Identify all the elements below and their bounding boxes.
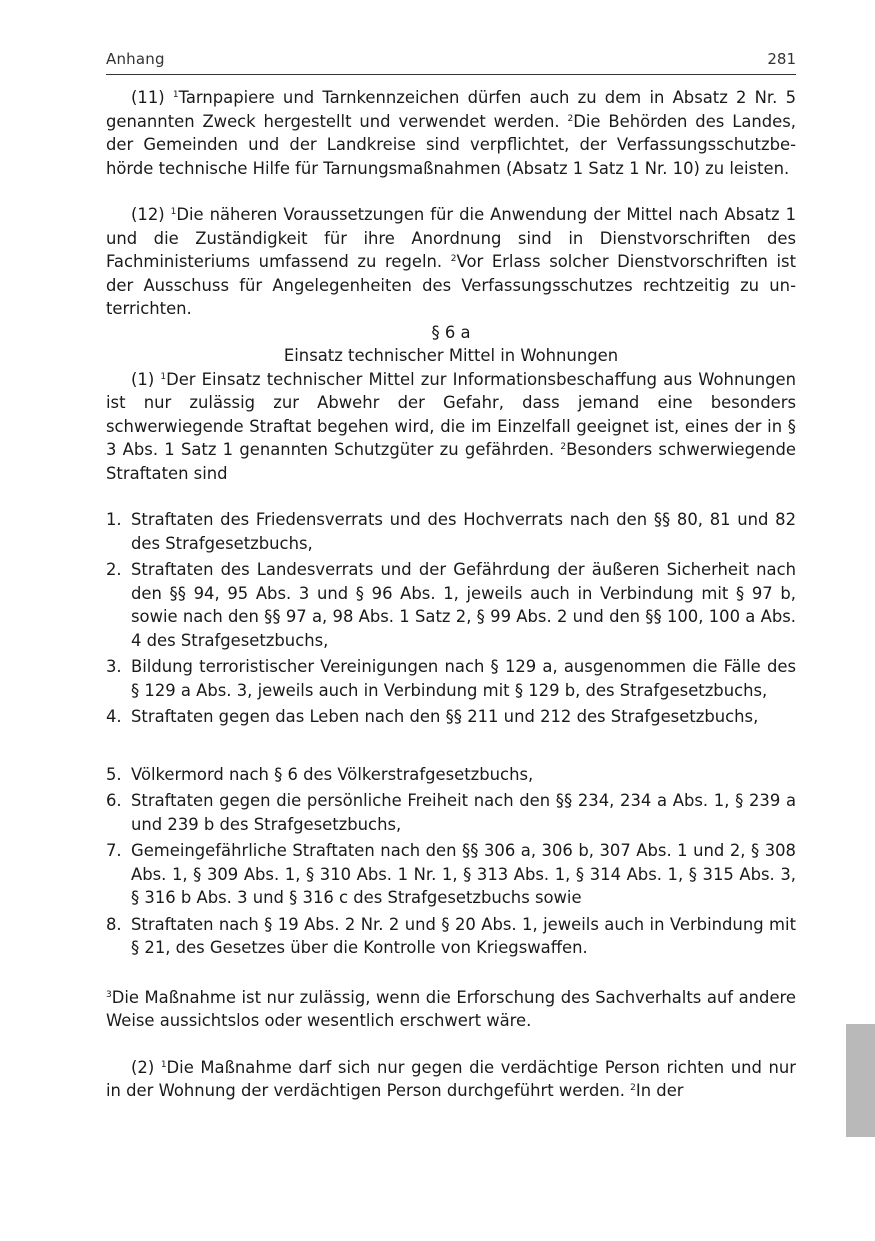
sentence: Vor Erlass solcher Dienstvorschriften ist der Ausschuss für Angelegenheiten des Verfassungsschutzes rechtzeitig zu unterrichten. [106,252,797,318]
paragraph-1 [106,368,796,486]
list-item [106,705,796,729]
list-item-number: 2. [106,560,122,579]
list-item-number: 1. [106,510,122,529]
list-item-number: 8. [106,914,122,934]
sentence-marker: 3 [106,989,112,1000]
section-title: Einsatz technischer Mittel in Wohnungen [283,346,619,365]
paragraph-12 [106,203,796,321]
list-item-text: Straftaten des Landesverrats und der Gefährdung der äußeren Sicherheit nach den §§ 94, 95 Abs. 3 und § 96 Abs. 1, jeweils auch in Verbindung mit § 97 b, sowie nach den §§ 97 a, 98 Abs. 1 Satz 2, § 99 Abs. 2 und den §§ 100, 100 a Abs. 4 des Strafgesetzbuchs, [131,560,796,650]
sentence: Die Behörden des Landes, der Gemeinden und der Landkreise sind verpflichtet, der Verfassungsschutzbehörde technische Hilfe für Tarnungsmaßnahmen (Absatz 1 Satz 1 Nr. 10) zu leisten. [106,111,796,178]
sentence: Der Einsatz technischer Mittel zur Informationsbeschaffung aus Wohnungen ist nur zulässig zur Abwehr der Gefahr, dass jemand eine besonders schwerwiegende Straftat begehen wird, die im Einzelfall geeignet ist, eines der in § 3 Abs. 1 Satz 1 genannten Schutzgüter zu gefährden. [106,369,796,459]
list-item-text: Gemeingefährliche Straftaten nach den §§ 306 a, 306 b, 307 Abs. 1 und 2, § 308 Abs. 1, § 309 Abs. 1, § 310 Abs. 1 Nr. 1, § 313 Abs. 1, § 314 Abs. 1, § 315 Abs. 3, § 316 b Abs. 3 und § 316 c des Strafgesetzbuchs sowie [131,841,796,907]
paragraph-number: (2) [131,1057,161,1077]
section-number: § 6 a [431,322,471,342]
sentence-marker: 1 [172,90,179,100]
paragraph-number: (1) [131,369,161,389]
list-item [106,558,796,652]
list-item-text: Straftaten nach § 19 Abs. 2 Nr. 2 und § 20 Abs. 1, jeweils auch in Verbindung mit § 21, des Gesetzes über die Kontrolle von Kriegswaffen. [131,914,796,957]
list-item-number: 4. [106,707,122,726]
chapter-thumb-tab [846,1024,875,1137]
paragraph-number: (11) [131,88,173,107]
list-item [106,789,796,836]
list-item [106,655,796,702]
list-item-text: Straftaten gegen die persönliche Freiheit nach den §§ 234, 234 a Abs. 1, § 239 a und 239 b des Strafgesetzbuchs, [131,791,796,834]
list-item-text: Straftaten des Friedensverrats und des Hochverrats nach den §§ 80, 81 und 82 des Strafgesetzbuchs, [131,510,796,553]
list-item-number: 3. [106,657,122,676]
sentence: In der [635,1081,684,1100]
list-item [106,763,796,787]
document-body [106,86,796,1103]
sentence-3-paragraph [106,986,796,1033]
paragraph-11 [106,86,796,180]
sentence: Tarnpapiere und Tarnkennzeichen dürfen auch zu dem in Absatz 2 Nr. 5 genannten Zweck hergestellt und verwendet werden. [106,88,796,131]
list-item-number: 5. [106,764,122,784]
running-header [106,50,796,75]
list-item [106,508,796,555]
list-item-number: 7. [106,841,122,860]
list-item-number: 6. [106,791,122,810]
sentence-marker: 2 [630,1083,636,1093]
page-number: 281 [767,50,796,68]
list-item-text: Bildung terroristischer Vereinigungen nach § 129 a, ausgenommen die Fälle des § 129 a Abs. 3, jeweils auch in Verbindung mit § 129 b, des Strafgesetzbuchs, [131,657,796,700]
paragraph-number: (12) [131,205,171,224]
header-section-label: Anhang [106,50,165,68]
sentence-marker: 2 [567,113,574,124]
sentence-marker: 2 [560,442,567,452]
sentence: Die Maßnahme darf sich nur gegen die verdächtige Person richten und nur in der Wohnung der verdächtigen Person durchgeführt werden. [106,1057,796,1100]
sentence: Besonders schwerwiegende Straftaten sind [106,440,796,483]
list-item [106,913,796,960]
sentence-marker: 1 [160,371,167,382]
sentence: Die Maßnahme ist nur zulässig, wenn die Erforschung des Sachverhalts auf andere Weise aussichtslos oder wesentlich erschwert wäre. [106,987,796,1030]
list-item [106,839,796,910]
paragraph-2 [106,1056,796,1103]
list-item-text: Völkermord nach § 6 des Völkerstrafgesetzbuchs, [131,764,534,784]
offense-list [106,508,796,729]
offense-list-continued [106,763,796,960]
sentence-marker: 1 [160,1059,167,1070]
sentence-marker: 2 [450,254,457,264]
sentence-marker: 1 [170,207,177,217]
sentence: Die näheren Voraussetzungen für die Anwendung der Mittel nach Absatz 1 und die Zuständigkeit für ihre Anordnung sind in Dienstvorschriften des Fachministeriums umfassend zu regeln. [106,205,796,271]
list-item-text: Straftaten gegen das Leben nach den §§ 211 und 212 des Strafgesetzbuchs, [131,707,759,726]
